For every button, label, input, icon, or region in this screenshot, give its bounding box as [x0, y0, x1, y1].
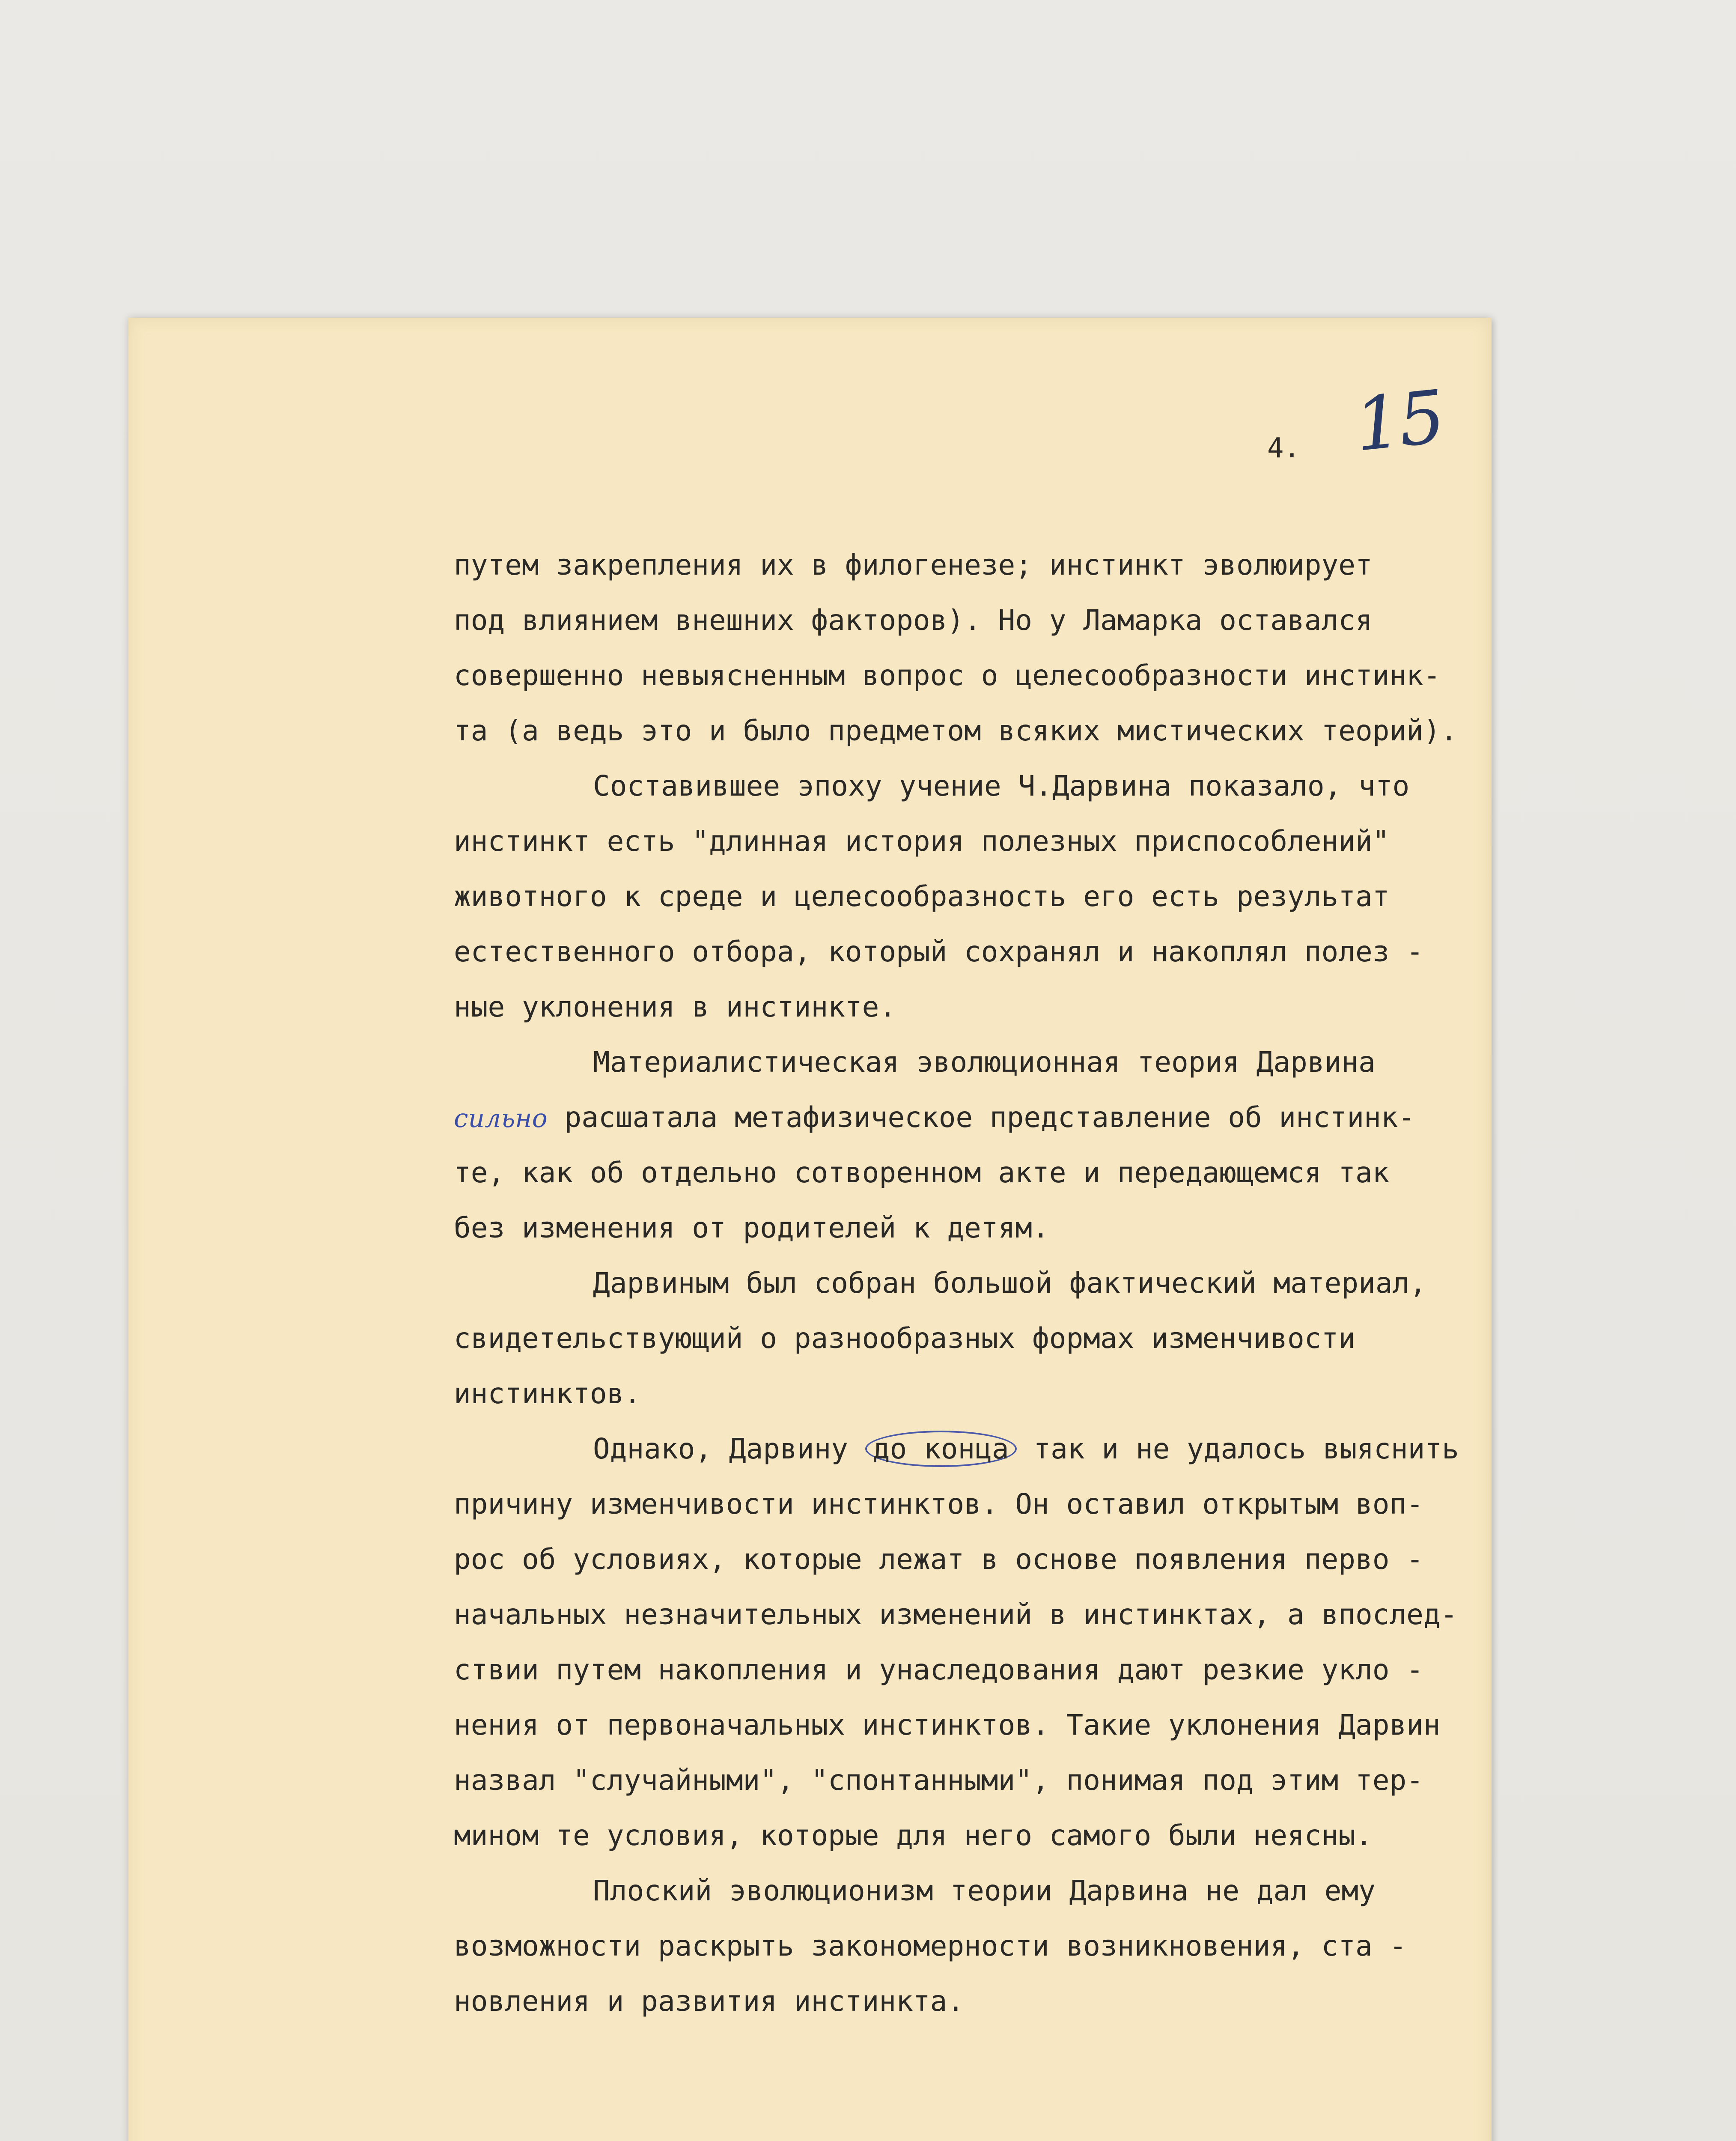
handwritten-folio-number: 15	[1351, 374, 1447, 468]
text-line: ные уклонения в инстинкте.	[454, 990, 896, 1023]
page-number: 4.	[1267, 432, 1301, 464]
text-line: та (а ведь это и было предметом всяких мистических теорий).	[454, 714, 1458, 747]
text-line: причину изменчивости инстинктов. Он оставил открытым воп-	[454, 1488, 1423, 1521]
text-line: Плоский эволюционизм теории Дарвина не дал ему	[593, 1874, 1376, 1907]
handwritten-insertion: сильно	[454, 1103, 548, 1133]
text-fragment: так и не удалось выяснить	[1033, 1432, 1459, 1465]
text-line: начальных незначительных изменений в инстинктах, а впослед-	[454, 1598, 1458, 1631]
text-line: рос об условиях, которые лежат в основе появления перво -	[454, 1543, 1423, 1576]
text-line: инстинкт есть "длинная история полезных приспособлений"	[454, 825, 1390, 858]
text-line: возможности раскрыть закономерности возникновения, ста -	[454, 1929, 1407, 1962]
text-fragment: расшатала метафизическое представление об инстинк-	[564, 1101, 1415, 1134]
text-line: совершенно невыясненным вопрос о целесообразности инстинк-	[454, 659, 1441, 692]
text-fragment: Однако, Дарвину	[593, 1432, 849, 1465]
text-line: путем закрепления их в филогенезе; инстинкт эволюирует	[454, 549, 1373, 581]
text-line: естественного отбора, который сохранял и накоплял полез -	[454, 935, 1423, 968]
text-line: нения от первоначальных инстинктов. Такие уклонения Дарвин	[454, 1709, 1441, 1741]
text-line: без изменения от родителей к детям.	[454, 1211, 1049, 1244]
text-line: Составившее эпоху учение Ч.Дарвина показало, что	[593, 769, 1410, 802]
text-line: новления и развития инстинкта.	[454, 1985, 965, 2018]
text-line: свидетельствующий о разнообразных формах изменчивости	[454, 1322, 1355, 1355]
text-line: под влиянием внешних факторов). Но у Ламарка оставался	[454, 604, 1373, 637]
text-line: ствии путем накопления и унаследования дают резкие укло -	[454, 1653, 1423, 1686]
text-line: Дарвиным был собран большой фактический материал,	[593, 1267, 1427, 1300]
text-line-with-circled-phrase	[454, 1421, 1490, 1476]
text-line: назвал "случайными", "спонтанными", понимая под этим тер-	[454, 1764, 1423, 1797]
text-line: животного к среде и целесообразность его есть результат	[454, 880, 1390, 913]
document-body	[454, 537, 1490, 2029]
text-line-with-insert	[454, 1090, 1490, 1145]
text-line: те, как об отдельно сотворенном акте и передающемся так	[454, 1156, 1390, 1189]
text-line: мином те условия, которые для него самого были неясны.	[454, 1819, 1373, 1852]
circled-phrase: до конца	[865, 1431, 1017, 1467]
text-line: Материалистическая эволюционная теория Дарвина	[593, 1046, 1376, 1079]
text-line: инстинктов.	[454, 1377, 641, 1410]
